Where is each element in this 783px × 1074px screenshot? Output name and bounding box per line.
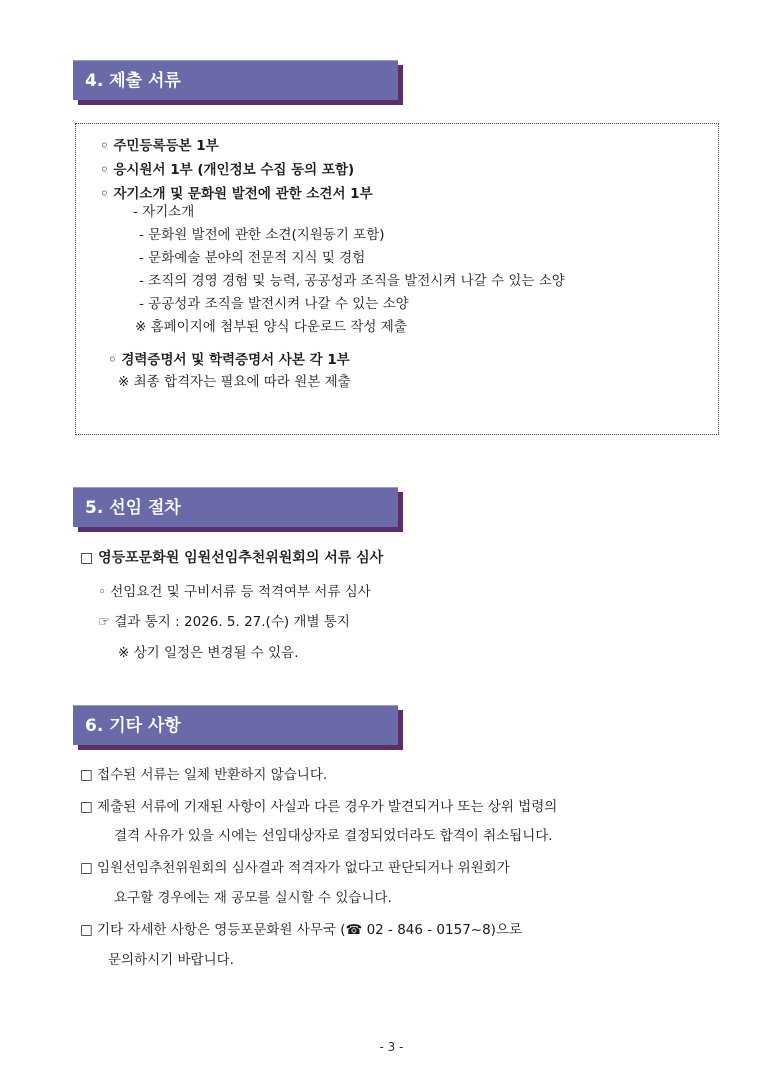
note: ※ 최종 합격자는 필요에 따라 원본 제출 xyxy=(118,374,351,390)
list-item-continuation: 문의하시기 바랍니다. xyxy=(108,952,234,968)
list-item: - 조직의 경영 경험 및 능력, 공공성과 조직을 발전시켜 나갈 수 있는 소양 xyxy=(139,273,565,289)
section-5-heading: 5. 선임 절차 xyxy=(73,487,398,527)
list-item: □ 접수된 서류는 일체 반환하지 않습니다. xyxy=(80,767,328,783)
list-item: □ 영등포문화원 임원선임추천위원회의 서류 심사 xyxy=(80,550,384,566)
list-item: □ 임원선임추천위원회의 심사결과 적격자가 없다고 판단되거나 위원회가 xyxy=(80,860,510,876)
list-item: - 문화예술 분야의 전문적 지식 및 경험 xyxy=(139,250,366,266)
result-notice: ☞ 결과 통지 : 2026. 5. 27.(수) 개별 통지 xyxy=(98,614,350,630)
note: ※ 상기 일정은 변경될 수 있음. xyxy=(118,645,299,661)
list-item: ◦ 선임요건 및 구비서류 등 적격여부 서류 심사 xyxy=(98,584,371,600)
page-number: - 3 - xyxy=(379,1040,404,1054)
list-item: □ 기타 자세한 사항은 영등포문화원 사무국 (☎ 02 - 846 - 0157~8)으로 xyxy=(80,922,523,938)
list-item: ◦ 응시원서 1부 (개인정보 수집 동의 포함) xyxy=(100,162,355,178)
list-item: ◦ 자기소개 및 문화원 발전에 관한 소견서 1부 xyxy=(100,186,373,202)
list-item: ◦ 주민등록등본 1부 xyxy=(100,138,219,154)
list-item: - 공공성과 조직을 발전시켜 나갈 수 있는 소양 xyxy=(139,296,409,312)
list-item: - 문화원 발전에 관한 소견(지원동기 포함) xyxy=(139,227,385,243)
list-item: - 자기소개 xyxy=(133,204,195,220)
note: ※ 홈페이지에 첨부된 양식 다운로드 작성 제출 xyxy=(135,319,407,335)
list-item: □ 제출된 서류에 기재된 사항이 사실과 다른 경우가 발견되거나 또는 상위 법령의 xyxy=(80,799,558,815)
list-item-continuation: 요구할 경우에는 재 공모를 실시할 수 있습니다. xyxy=(114,890,392,906)
list-item-continuation: 결격 사유가 있을 시에는 선임대상자로 결정되었더라도 합격이 취소됩니다. xyxy=(114,828,553,844)
section-4-heading: 4. 제출 서류 xyxy=(73,60,398,100)
list-item: ◦ 경력증명서 및 학력증명서 사본 각 1부 xyxy=(108,352,350,368)
section-6-heading: 6. 기타 사항 xyxy=(73,705,398,745)
